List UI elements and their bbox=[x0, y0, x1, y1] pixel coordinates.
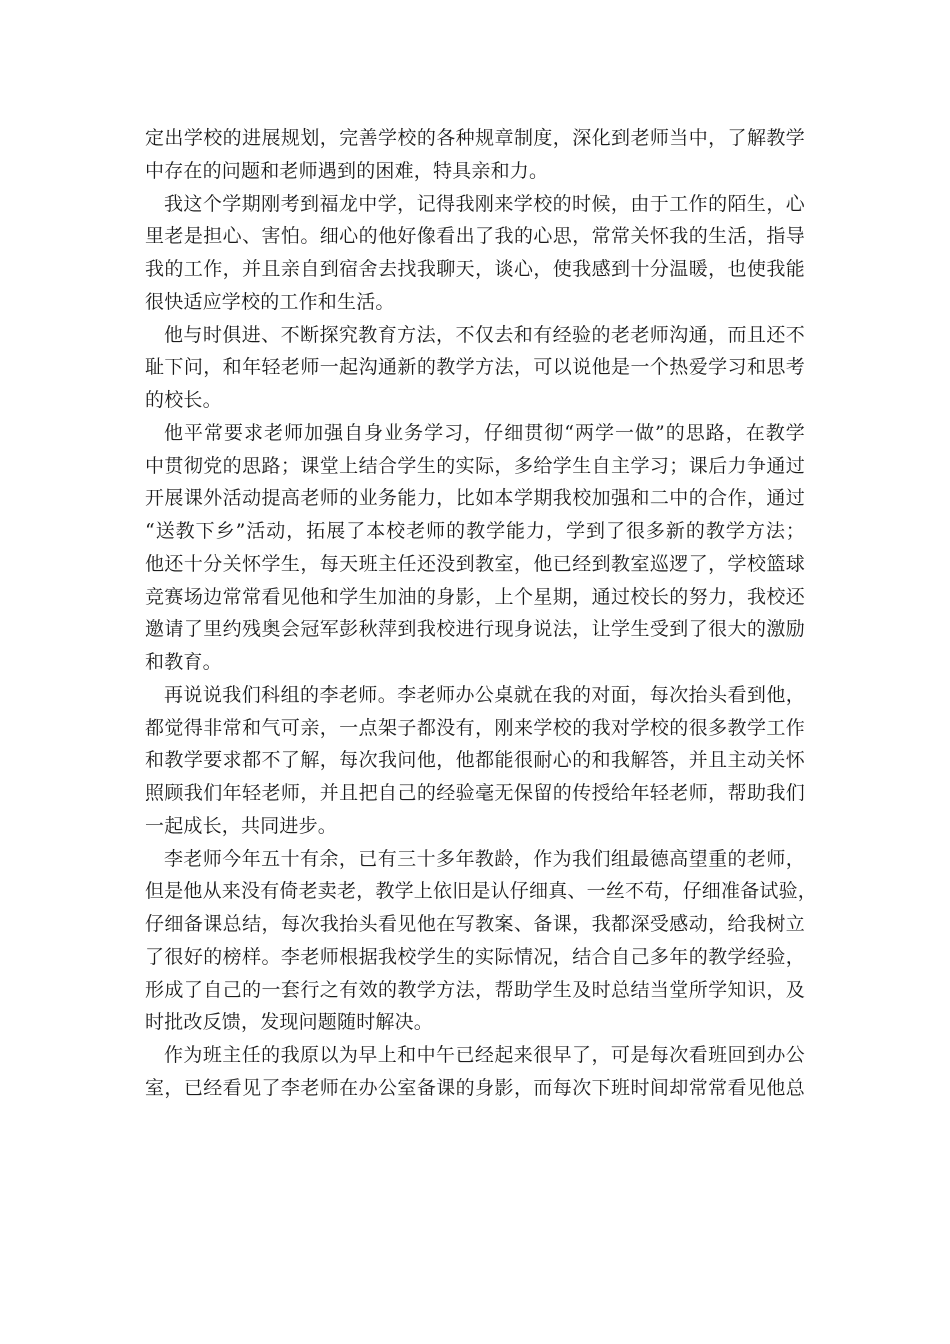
text-line: 形成了自己的一套行之有效的教学方法，帮助学生及时总结当堂所学知识，及 bbox=[145, 978, 805, 1001]
text-line: 李老师今年五十有余，已有三十多年教龄，作为我们组最德高望重的老师， bbox=[164, 847, 805, 870]
text-line: 他还十分关怀学生，每天班主任还没到教室，他已经到教室巡逻了，学校篮球 bbox=[145, 552, 805, 575]
text-line: 都觉得非常和气可亲，一点架子都没有，刚来学校的我对学校的很多教学工作 bbox=[145, 716, 805, 739]
text-line: 但是他从来没有倚老卖老，教学上依旧是认仔细真、一丝不苟，仔细准备试验， bbox=[145, 880, 818, 903]
text-line: 一起成长，共同进步。 bbox=[145, 814, 338, 837]
text-line: 中存在的问题和老师遇到的困难，特具亲和力。 bbox=[145, 159, 549, 182]
text-line: 里老是担心、害怕。细心的他好像看出了我的心思，常常关怀我的生活，指导 bbox=[145, 225, 805, 248]
text-line: 很快适应学校的工作和生活。 bbox=[145, 290, 395, 313]
text-line: 了很好的榜样。李老师根据我校学生的实际情况，结合自己多年的教学经验， bbox=[145, 945, 805, 968]
text-line: 我这个学期刚考到福龙中学，记得我刚来学校的时候，由于工作的陌生，心 bbox=[164, 192, 805, 215]
text-line: 仔细备课总结，每次我抬头看见他在写教案、备课，我都深受感动，给我树立 bbox=[145, 913, 805, 935]
text-line: 他与时俱进、不断探究教育方法，不仅去和有经验的老老师沟通，而且还不 bbox=[164, 323, 805, 346]
text-line: 耻下问，和年轻老师一起沟通新的教学方法，可以说他是一个热爱学习和思考 bbox=[145, 356, 805, 379]
text-line: 作为班主任的我原以为早上和中午已经起来很早了，可是每次看班回到办公 bbox=[164, 1044, 805, 1066]
text-line: 定出学校的进展规划，完善学校的各种规章制度，深化到老师当中，了解教学 bbox=[145, 127, 805, 149]
body-text bbox=[145, 122, 818, 1105]
text-line: “送教下乡”活动，拓展了本校老师的教学能力，学到了很多新的教学方法； bbox=[145, 520, 805, 542]
text-line: 时批改反馈，发现问题随时解决。 bbox=[145, 1011, 434, 1034]
text-line: 照顾我们年轻老师，并且把自己的经验毫无保留的传授给年轻老师，帮助我们 bbox=[145, 782, 805, 804]
text-line: 室，已经看见了李老师在办公室备课的身影，而每次下班时间却常常看见他总 bbox=[145, 1076, 805, 1099]
text-line: 他平常要求老师加强自身业务学习，仔细贯彻“两学一做”的思路，在教学 bbox=[164, 421, 805, 444]
text-line: 中贯彻党的思路；课堂上结合学生的实际，多给学生自主学习；课后力争通过 bbox=[145, 454, 805, 477]
text-line: 的校长。 bbox=[145, 389, 222, 411]
text-line: 再说说我们科组的李老师。李老师办公桌就在我的对面，每次抬头看到他， bbox=[164, 683, 805, 706]
text-line: 竞赛场边常常看见他和学生加油的身影，上个星期，通过校长的努力，我校还 bbox=[145, 585, 805, 608]
text-line: 和教学要求都不了解，每次我问他，他都能很耐心的和我解答，并且主动关怀 bbox=[145, 749, 805, 772]
text-line: 邀请了里约残奥会冠军彭秋萍到我校进行现身说法，让学生受到了很大的激励 bbox=[145, 618, 805, 641]
text-line: 我的工作，并且亲自到宿舍去找我聊天，谈心，使我感到十分温暖，也使我能 bbox=[145, 258, 805, 280]
text-line: 和教育。 bbox=[145, 651, 222, 673]
text-line: 开展课外活动提高老师的业务能力，比如本学期我校加强和二中的合作，通过 bbox=[145, 487, 805, 510]
